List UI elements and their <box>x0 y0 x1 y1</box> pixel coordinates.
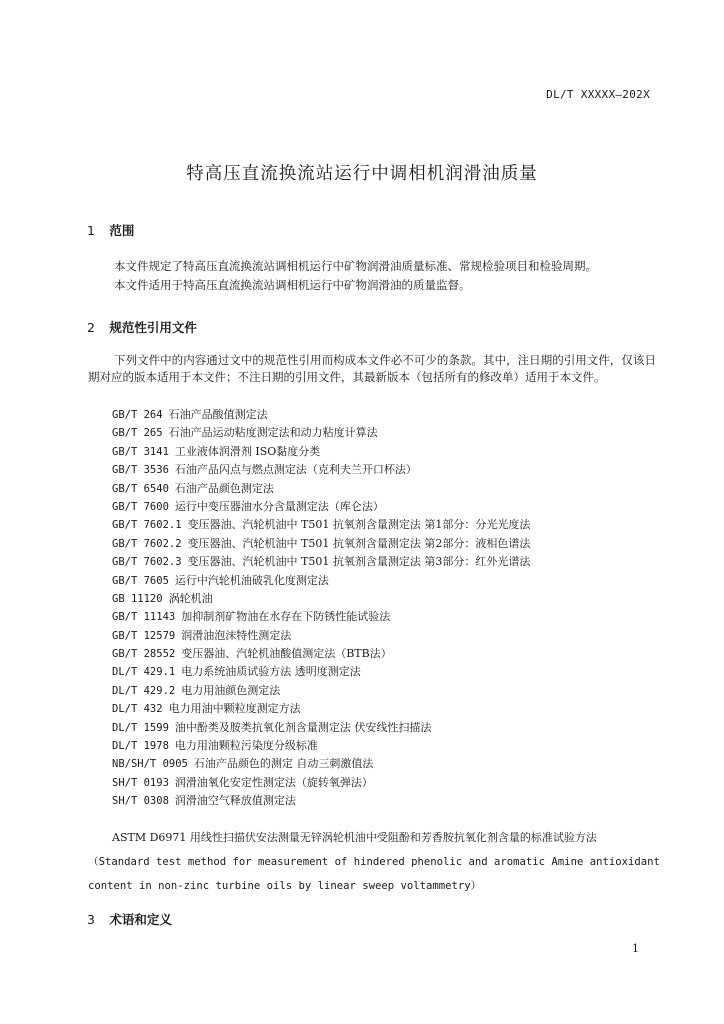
reference-item: DL/T 429.1 电力系统油质试验方法 透明度测定法 <box>112 665 361 679</box>
reference-item: GB/T 7602.1 变压器油、汽轮机油中 T501 抗氧剂含量测定法 第1部分：分光光度法 <box>112 518 531 532</box>
page-number: 1 <box>632 942 639 955</box>
section-title: 范围 <box>109 223 135 238</box>
reference-item: GB/T 265 石油产品运动粘度测定法和动力粘度计算法 <box>112 426 378 440</box>
reference-item: GB/T 7602.2 变压器油、汽轮机油中 T501 抗氧剂含量测定法 第2部分：液相色谱法 <box>112 536 531 550</box>
reference-item: GB/T 7605 运行中汽轮机油破乳化度测定法 <box>112 573 329 587</box>
section-heading-normative-references <box>87 318 197 336</box>
reference-item: GB 11120 涡轮机油 <box>112 591 213 605</box>
scope-paragraph: 本文件规定了特高压直流换流站调相机运行中矿物润滑油质量标准、常规检验项目和检验周期。 <box>114 259 597 273</box>
reference-item: GB/T 28552 变压器油、汽轮机油酸值测定法（BTB法） <box>112 647 392 661</box>
astm-reference-line: （Standard test method for measurement of hindered phenolic and aromatic Amine antioxidant <box>88 856 660 868</box>
reference-item: NB/SH/T 0905 石油产品颜色的测定 自动三刺激值法 <box>112 757 374 771</box>
reference-item: DL/T 1978 电力用油颗粒污染度分级标准 <box>112 739 318 753</box>
reference-item: DL/T 429.2 电力用油颜色测定法 <box>112 683 281 697</box>
reference-item: GB/T 3141 工业液体润滑剂 ISO黏度分类 <box>112 444 321 458</box>
astm-reference-line: content in non-zinc turbine oils by linear sweep voltammetry） <box>88 880 482 892</box>
section-heading-scope <box>87 221 134 239</box>
reference-item: SH/T 0193 润滑油氧化安定性测定法（旋转氧弹法） <box>112 775 373 789</box>
scope-paragraph: 本文件适用于特高压直流换流站调相机运行中矿物润滑油的质量监督。 <box>114 278 471 292</box>
astm-reference <box>88 826 658 898</box>
document-code: DL/T XXXXX—202X <box>546 88 650 101</box>
section-heading-terms <box>87 910 172 928</box>
reference-item: GB/T 7600 运行中变压器油水分含量测定法（库仑法） <box>112 499 384 513</box>
section-number: 3 <box>87 912 95 927</box>
reference-item: GB/T 3536 石油产品闪点与燃点测定法（克利夫兰开口杯法） <box>112 463 417 477</box>
reference-item: SH/T 0308 润滑油空气释放值测定法 <box>112 794 296 808</box>
references-intro-paragraph: 下列文件中的内容通过文中的规范性引用而构成本文件必不可少的条款。其中，注日期的引用文件，仅该日期对应的版本适用于本文件；不注日期的引用文件，其最新版本（包括所有的修改单）适用于本文件。 <box>88 353 656 384</box>
reference-item: GB/T 11143 加抑制剂矿物油在水存在下防锈性能试验法 <box>112 610 391 624</box>
page-title: 特高压直流换流站运行中调相机润滑油质量 <box>186 164 538 184</box>
reference-item: DL/T 432 电力用油中颗粒度测定方法 <box>112 702 301 716</box>
section-title: 规范性引用文件 <box>109 320 197 335</box>
reference-item: DL/T 1599 油中酚类及胺类抗氧化剂含量测定法 伏安线性扫描法 <box>112 720 432 734</box>
section-title: 术语和定义 <box>109 912 172 927</box>
reference-item: GB/T 6540 石油产品颜色测定法 <box>112 481 274 495</box>
astm-reference-line: ASTM D6971 用线性扫描伏安法测量无锌涡轮机油中受阻酚和芳香胺抗氧化剂含量的标准试验方法 <box>112 831 597 844</box>
reference-list <box>112 406 672 811</box>
section-number: 2 <box>87 320 95 335</box>
reference-item: GB/T 264 石油产品酸值测定法 <box>112 408 268 421</box>
section-number: 1 <box>87 223 95 238</box>
reference-item: GB/T 12579 润滑油泡沫特性测定法 <box>112 628 292 642</box>
reference-item: GB/T 7602.3 变压器油、汽轮机油中 T501 抗氧剂含量测定法 第3部分：红外光谱法 <box>112 555 531 569</box>
